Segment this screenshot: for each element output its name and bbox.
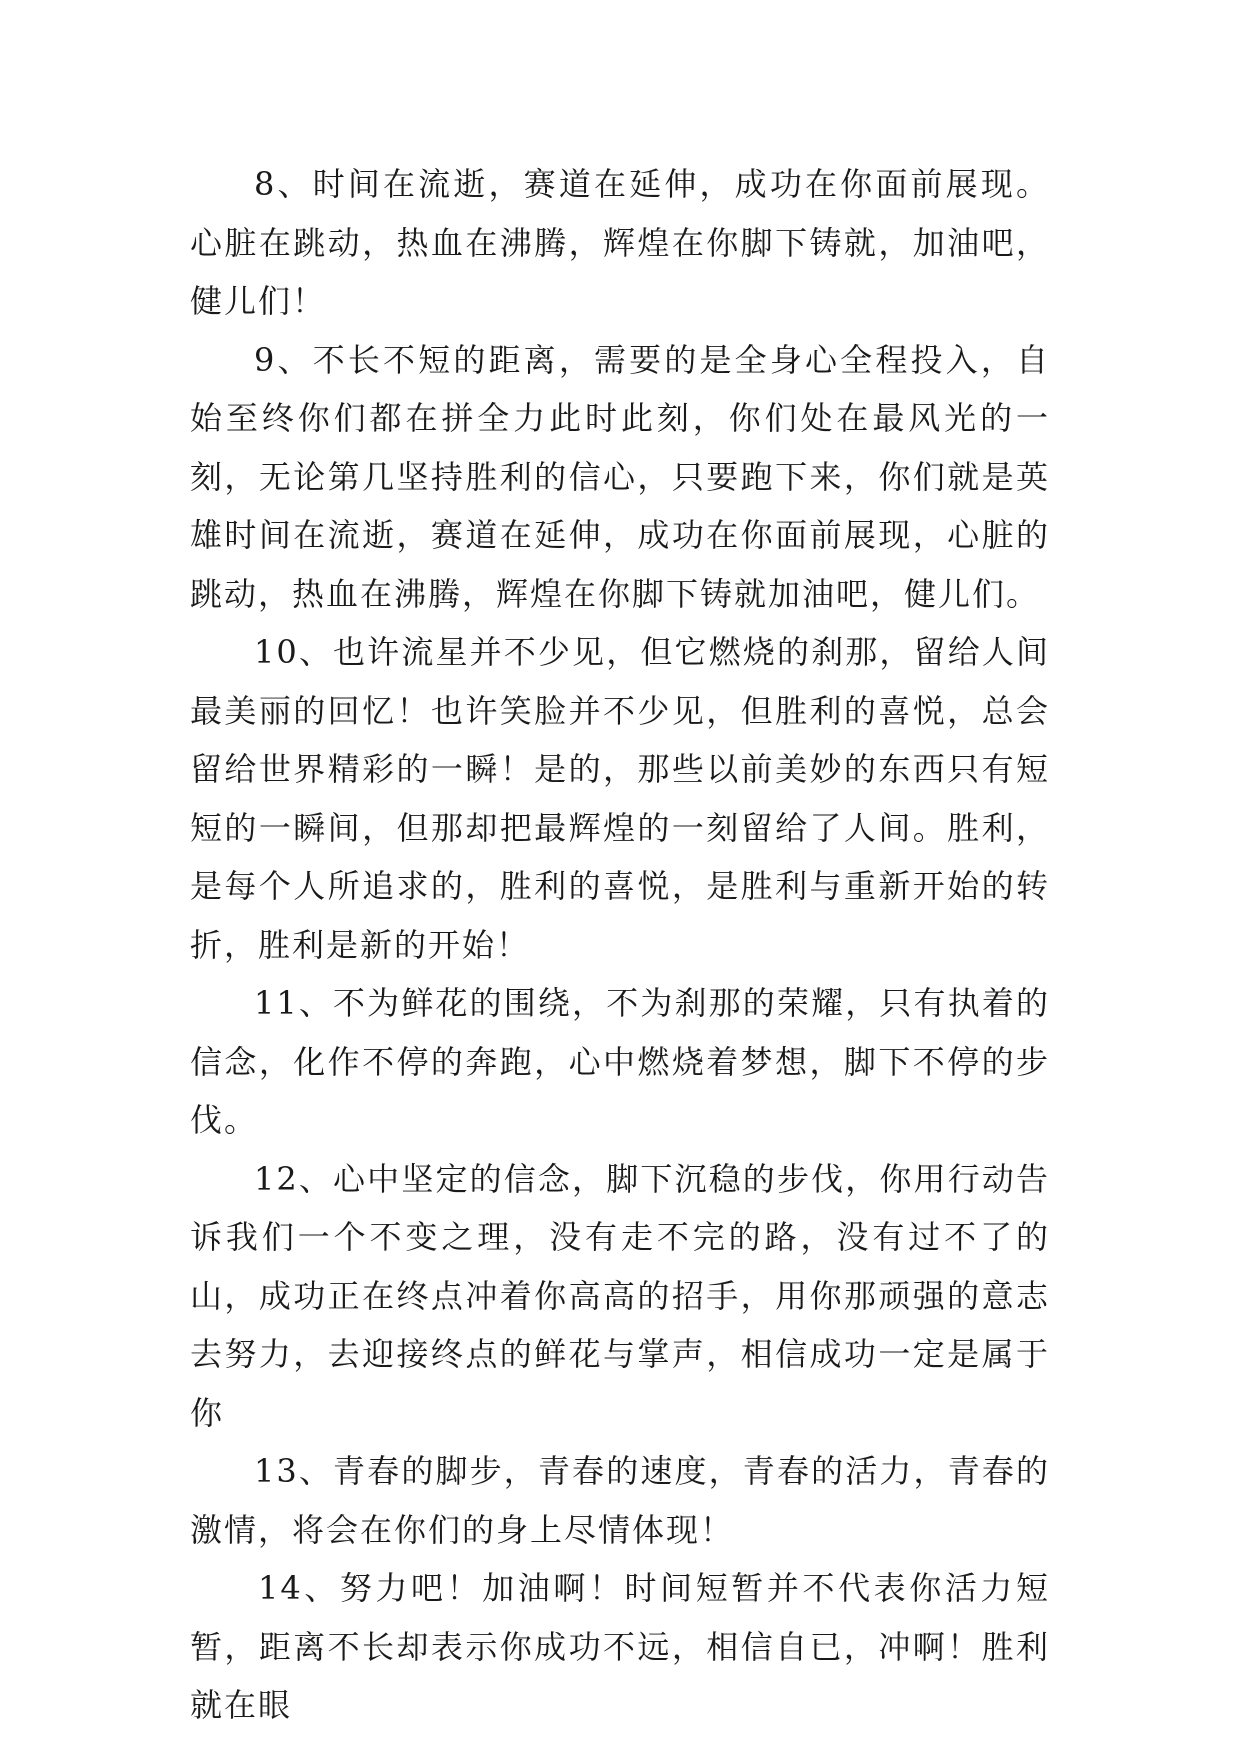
paragraph-10: 10、也许流星并不少见，但它燃烧的刹那，留给人间最美丽的回忆！也许笑脸并不少见，但胜利的喜悦，总会留给世界精彩的一瞬！是的，那些以前美妙的东西只有短短的一瞬间，但那却把最辉煌的一刻留给了人间。胜利，是每个人所追求的，胜利的喜悦，是胜利与重新开始的转折，胜利是新的开始！: [190, 633, 1050, 964]
paragraph-11: 11、不为鲜花的围绕，不为刹那的荣耀，只有执着的信念，化作不停的奔跑，心中燃烧着梦想，脚下不停的步伐。: [190, 984, 1050, 1139]
paragraph-12: 12、心中坚定的信念，脚下沉稳的步伐，你用行动告诉我们一个不变之理，没有走不完的路，没有过不了的山，成功正在终点冲着你高高的招手，用你那顽强的意志去努力，去迎接终点的鲜花与掌声，相信成功一定是属于你: [190, 1159, 1050, 1432]
paragraph-13: 13、青春的脚步，青春的速度，青春的活力，青春的激情，将会在你们的身上尽情体现！: [190, 1452, 1050, 1549]
paragraph-9: 9、不长不短的距离，需要的是全身心全程投入，自始至终你们都在拼全力此时此刻，你们处在最风光的一刻，无论第几坚持胜利的信心，只要跑下来，你们就是英雄时间在流逝，赛道在延伸，成功在你面前展现，心脏的跳动，热血在沸腾，辉煌在你脚下铸就加油吧，健儿们。: [190, 340, 1050, 613]
paragraph-8: 8、时间在流逝，赛道在延伸，成功在你面前展现。心脏在跳动，热血在沸腾，辉煌在你脚下铸就，加油吧，健儿们！: [190, 165, 1050, 320]
paragraph-14: 14、努力吧！加油啊！时间短暂并不代表你活力短暂，距离不长却表示你成功不远，相信自已，冲啊！胜利就在眼: [190, 1569, 1050, 1724]
document-body: [190, 155, 1050, 1735]
